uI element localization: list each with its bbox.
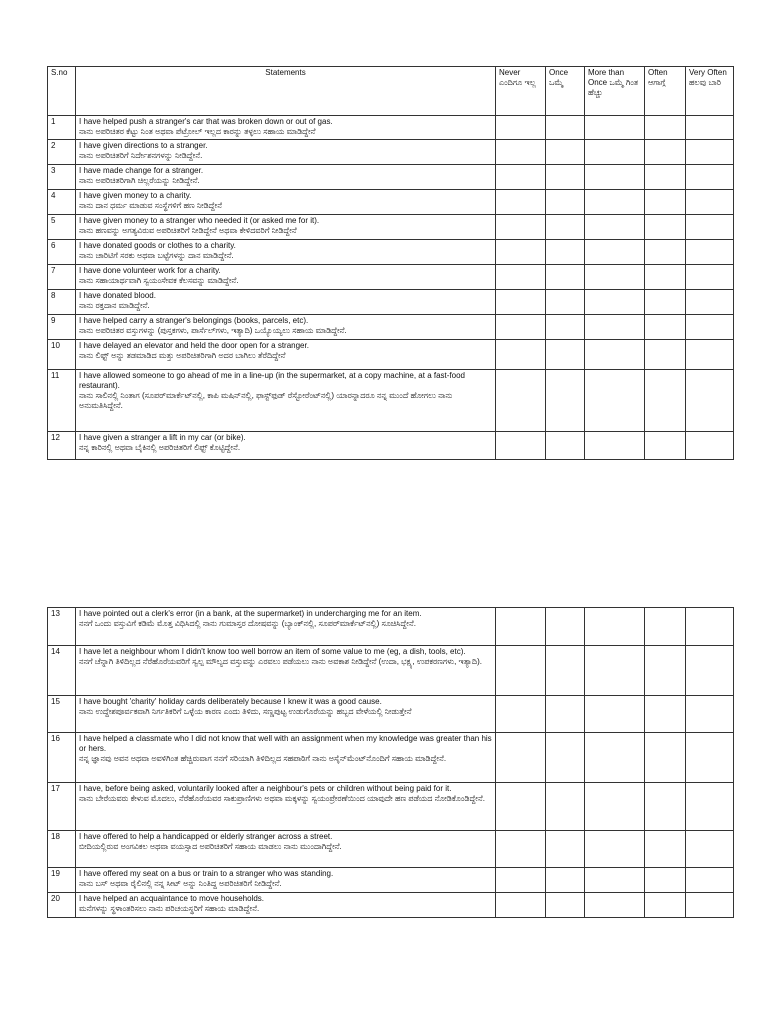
statement-english: I have donated goods or clothes to a charity. [79, 241, 236, 250]
statement-cell [76, 370, 496, 432]
response-cell-often[interactable] [645, 608, 686, 646]
header-more-than-once: More than Once ಒಮ್ಮೆ ಗಿಂತ ಹೆಚ್ಚು [585, 67, 645, 116]
statement-kannada: ನಾನು ಬಸ್ ಅಥವಾ ರೈಲಿನಲ್ಲಿ ನನ್ನ ಸೀಟ್ ಅನ್ನು ನಿಂತಿದ್ದ ಅಪರಿಚಿತರಿಗೆ ನೀಡಿದ್ದೇನೆ. [79, 879, 282, 888]
statement-cell [76, 831, 496, 868]
statement-kannada: ನನ್ನ ಕಾರಿನಲ್ಲಿ ಅಥವಾ ಬೈಕಿನಲ್ಲಿ ಅಪರಿಚಿತರಿಗೆ ಲಿಫ್ಟ್ ಕೊಟ್ಟಿದ್ದೇನೆ. [79, 443, 241, 452]
response-cell-more-than-once[interactable] [585, 165, 645, 190]
row-number: 8 [48, 290, 76, 315]
response-cell-never[interactable] [496, 733, 546, 783]
response-cell-never[interactable] [496, 893, 546, 918]
response-cell-very-often[interactable] [686, 868, 734, 893]
statement-cell [76, 893, 496, 918]
row-number: 10 [48, 340, 76, 370]
response-cell-very-often[interactable] [686, 265, 734, 290]
statement-english: I have helped carry a stranger's belongings (books, parcels, etc). [79, 316, 309, 325]
response-cell-never[interactable] [496, 783, 546, 831]
statement-english: I have given a stranger a lift in my car (or bike). [79, 433, 246, 442]
row-number: 4 [48, 190, 76, 215]
response-cell-never[interactable] [496, 190, 546, 215]
response-cell-once[interactable] [546, 240, 585, 265]
statement-english: I have given money to a charity. [79, 191, 192, 200]
survey-table-part-1 [47, 66, 734, 460]
response-cell-often[interactable] [645, 432, 686, 460]
response-cell-once[interactable] [546, 190, 585, 215]
statement-kannada: ನನ್ನ ಜ್ಞಾನವು ಅವನ ಅಥವಾ ಅವಳಿಗಿಂತ ಹೆಚ್ಚಿರುವಾಗ ನನಗೆ ಸರಿಯಾಗಿ ತಿಳಿದಿಲ್ಲದ ಸಹಪಾಠಿಗೆ ನಾನು ಅಸೈನ್‌ಮೆಂಟ್‌ನೊಂದಿಗೆ ಸಹಾಯ ಮಾಡಿದ್ದೇನೆ. [79, 754, 447, 763]
response-cell-once[interactable] [546, 215, 585, 240]
response-cell-often[interactable] [645, 868, 686, 893]
response-cell-often[interactable] [645, 240, 686, 265]
statement-cell [76, 315, 496, 340]
row-number: 2 [48, 140, 76, 165]
response-cell-never[interactable] [496, 116, 546, 140]
row-number: 5 [48, 215, 76, 240]
response-cell-never[interactable] [496, 215, 546, 240]
response-cell-more-than-once[interactable] [585, 608, 645, 646]
response-cell-very-often[interactable] [686, 783, 734, 831]
response-cell-never[interactable] [496, 696, 546, 733]
table-row [48, 140, 734, 165]
statement-cell [76, 868, 496, 893]
table-row [48, 315, 734, 340]
statement-kannada: ನಾನು ರಕ್ತದಾನ ಮಾಡಿದ್ದೇನೆ. [79, 301, 150, 310]
row-number: 11 [48, 370, 76, 432]
response-cell-never[interactable] [496, 315, 546, 340]
response-cell-very-often[interactable] [686, 190, 734, 215]
statement-english: I have done volunteer work for a charity. [79, 266, 221, 275]
table-row [48, 165, 734, 190]
statement-kannada: ನಾನು ಅಪರಿಚಿತರಿಗೆ ನಿರ್ದೇಶನಗಳನ್ನು ನೀಡಿದ್ದೇನೆ. [79, 151, 203, 160]
response-cell-very-often[interactable] [686, 215, 734, 240]
statement-kannada: ನನಗೆ ಚೆನ್ನಾಗಿ ತಿಳಿದಿಲ್ಲದ ನೆರೆಹೊರೆಯವರಿಗೆ ಸ್ವಲ್ಪ ಮೌಲ್ಯದ ವಸ್ತುವನ್ನು ಎರವಲು ಪಡೆಯಲು ನಾನು ಅವಕಾಶ ನೀಡಿದ್ದೇನೆ (ಉದಾ, ಭಕ್ಷ್ಯ, ಉಪಕರಣಗಳು, ಇತ್ಯಾದಿ). [79, 657, 482, 666]
response-cell-very-often[interactable] [686, 370, 734, 432]
response-cell-more-than-once[interactable] [585, 190, 645, 215]
statement-kannada: ನಾನು ಲಿಫ್ಟ್ ಅನ್ನು ತಡಮಾಡಿದ ಮತ್ತು ಅಪರಿಚಿತರಿಗಾಗಿ ಅದರ ಬಾಗಿಲು ತೆರೆದಿದ್ದೇನೆ [79, 351, 286, 360]
row-number: 14 [48, 646, 76, 696]
survey-table-part-2 [47, 607, 734, 918]
row-number: 16 [48, 733, 76, 783]
response-cell-more-than-once[interactable] [585, 370, 645, 432]
statement-english: I have offered my seat on a bus or train to a stranger who was standing. [79, 869, 334, 878]
response-cell-often[interactable] [645, 190, 686, 215]
table-row [48, 733, 734, 783]
table-row [48, 290, 734, 315]
response-cell-never[interactable] [496, 868, 546, 893]
response-cell-very-often[interactable] [686, 340, 734, 370]
response-cell-more-than-once[interactable] [585, 646, 645, 696]
statement-english: I have offered to help a handicapped or elderly stranger across a street. [79, 832, 333, 841]
response-cell-very-often[interactable] [686, 831, 734, 868]
response-cell-once[interactable] [546, 733, 585, 783]
statement-cell [76, 240, 496, 265]
response-cell-more-than-once[interactable] [585, 240, 645, 265]
table-row [48, 116, 734, 140]
response-cell-once[interactable] [546, 370, 585, 432]
statement-cell [76, 140, 496, 165]
table-row [48, 831, 734, 868]
statement-cell [76, 646, 496, 696]
statement-kannada: ನಾನು ಹಣವನ್ನು ಅಗತ್ಯವಿರುವ ಅಪರಿಚಿತರಿಗೆ ನೀಡಿದ್ದೇನೆ ಅಥವಾ ಕೇಳಿದವರಿಗೆ ನೀಡಿದ್ದೇನೆ [79, 226, 297, 235]
response-cell-very-often[interactable] [686, 165, 734, 190]
response-cell-more-than-once[interactable] [585, 290, 645, 315]
response-cell-very-often[interactable] [686, 696, 734, 733]
statement-cell [76, 783, 496, 831]
response-cell-very-often[interactable] [686, 608, 734, 646]
table-body-2 [48, 608, 734, 918]
statement-english: I have, before being asked, voluntarily looked after a neighbour's pets or children without being paid for it. [79, 784, 452, 793]
response-cell-never[interactable] [496, 240, 546, 265]
statement-cell [76, 340, 496, 370]
table-row [48, 190, 734, 215]
response-cell-often[interactable] [645, 831, 686, 868]
response-cell-never[interactable] [496, 370, 546, 432]
response-cell-more-than-once[interactable] [585, 868, 645, 893]
response-cell-often[interactable] [645, 783, 686, 831]
header-once: Once ಒಮ್ಮೆ [546, 67, 585, 116]
response-cell-more-than-once[interactable] [585, 315, 645, 340]
response-cell-never[interactable] [496, 432, 546, 460]
response-cell-once[interactable] [546, 116, 585, 140]
row-number: 3 [48, 165, 76, 190]
statement-kannada: ನಾನು ಉದ್ದೇಶಪೂರ್ವಕವಾಗಿ ನಿರ್ಗತಿಕರಿಗೆ ಒಳ್ಳೆಯ ಕಾರಣ ಎಂದು ತಿಳಿದು, ಸಣ್ಣಪುಟ್ಟ ಉಡುಗೊರೆಯನ್ನು ಹಬ್ಬದ ವೇಳೆಯಲ್ಲಿ ನೀಡುತ್ತೇನೆ [79, 707, 412, 716]
header-sno: S.no [48, 67, 76, 116]
statement-english: I have allowed someone to go ahead of me in a line-up (in the supermarket, at a copy machine, at a fast-food restaurant). [79, 371, 466, 390]
response-cell-often[interactable] [645, 215, 686, 240]
response-cell-once[interactable] [546, 868, 585, 893]
response-cell-once[interactable] [546, 165, 585, 190]
response-cell-often[interactable] [645, 733, 686, 783]
response-cell-often[interactable] [645, 116, 686, 140]
row-number: 15 [48, 696, 76, 733]
statement-cell [76, 116, 496, 140]
statement-cell [76, 608, 496, 646]
statement-english: I have made change for a stranger. [79, 166, 204, 175]
statement-kannada: ನಾನು ದಾನ ಧರ್ಮ ಮಾಡುವ ಸಂಸ್ಥೆಗಳಿಗೆ ಹಣ ನೀಡಿದ್ದೇನೆ [79, 201, 222, 210]
response-cell-very-often[interactable] [686, 290, 734, 315]
response-cell-more-than-once[interactable] [585, 340, 645, 370]
row-number: 17 [48, 783, 76, 831]
header-row [48, 67, 734, 116]
response-cell-often[interactable] [645, 696, 686, 733]
table-row [48, 696, 734, 733]
response-cell-once[interactable] [546, 646, 585, 696]
response-cell-never[interactable] [496, 608, 546, 646]
table-row [48, 340, 734, 370]
response-cell-more-than-once[interactable] [585, 116, 645, 140]
row-number: 1 [48, 116, 76, 140]
statement-cell [76, 215, 496, 240]
row-number: 6 [48, 240, 76, 265]
response-cell-very-often[interactable] [686, 116, 734, 140]
statement-kannada: ನಾನು ಸಹಾಯಾರ್ಥವಾಗಿ ಸ್ವಯಂಸೇವಕ ಕೆಲಸವನ್ನು ಮಾಡಿದ್ದೇನೆ. [79, 276, 239, 285]
statement-kannada: ನಾನು ಅಪರಿಚಿತರಿಗಾಗಿ ಚಿಲ್ಲರೆಯನ್ನು ನೀಡಿದ್ದೇನೆ. [79, 176, 200, 185]
response-cell-never[interactable] [496, 140, 546, 165]
table-row [48, 783, 734, 831]
row-number: 12 [48, 432, 76, 460]
header-very-often: Very Often ಹಲವು ಬಾರಿ [686, 67, 734, 116]
response-cell-once[interactable] [546, 696, 585, 733]
response-cell-never[interactable] [496, 290, 546, 315]
response-cell-once[interactable] [546, 432, 585, 460]
statement-english: I have helped a classmate who I did not know that well with an assignment when my knowledge was greater than his or hers. [79, 734, 492, 753]
table-row [48, 432, 734, 460]
response-cell-once[interactable] [546, 140, 585, 165]
response-cell-very-often[interactable] [686, 646, 734, 696]
header-never: Never ಎಂದಿಗೂ ಇಲ್ಲ [496, 67, 546, 116]
table-row [48, 608, 734, 646]
statement-english: I have donated blood. [79, 291, 156, 300]
response-cell-never[interactable] [496, 646, 546, 696]
response-cell-once[interactable] [546, 893, 585, 918]
header-often: Often ಆಗಾಗ್ಗೆ [645, 67, 686, 116]
response-cell-once[interactable] [546, 265, 585, 290]
statement-kannada: ನನಗೆ ಒಂದು ವಸ್ತುವಿಗೆ ಕಡಿಮೆ ಮೊತ್ತ ವಿಧಿಸಿದಲ್ಲಿ ನಾನು ಗುಮಾಸ್ತರ ದೋಷವನ್ನು (ಬ್ಯಾಂಕ್‌ನಲ್ಲಿ, ಸೂಪರ್‌ಮಾರ್ಕೆಟ್‌ನಲ್ಲಿ) ಸೂಚಿಸಿದ್ದೇನೆ. [79, 619, 416, 628]
table-row [48, 868, 734, 893]
statement-english: I have bought 'charity' holiday cards deliberately because I knew it was a good cause. [79, 697, 382, 706]
statement-english: I have given directions to a stranger. [79, 141, 208, 150]
response-cell-more-than-once[interactable] [585, 733, 645, 783]
response-cell-once[interactable] [546, 783, 585, 831]
response-cell-often[interactable] [645, 290, 686, 315]
response-cell-often[interactable] [645, 893, 686, 918]
response-cell-very-often[interactable] [686, 432, 734, 460]
response-cell-very-often[interactable] [686, 315, 734, 340]
response-cell-never[interactable] [496, 831, 546, 868]
response-cell-often[interactable] [645, 340, 686, 370]
statement-english: I have pointed out a clerk's error (in a bank, at the supermarket) in undercharging me for an item. [79, 609, 422, 618]
response-cell-often[interactable] [645, 265, 686, 290]
row-number: 20 [48, 893, 76, 918]
statement-cell [76, 733, 496, 783]
statement-english: I have helped an acquaintance to move households. [79, 894, 265, 903]
response-cell-once[interactable] [546, 831, 585, 868]
statement-cell [76, 696, 496, 733]
table-body-1 [48, 116, 734, 460]
response-cell-often[interactable] [645, 140, 686, 165]
table-row [48, 265, 734, 290]
statement-kannada: ಬೀದಿಯಲ್ಲಿರುವ ಅಂಗವಿಕಲ ಅಥವಾ ವಯಸ್ಸಾದ ಅಪರಿಚಿತರಿಗೆ ಸಹಾಯ ಮಾಡಲು ನಾನು ಮುಂದಾಗಿದ್ದೇನೆ. [79, 842, 342, 851]
row-number: 13 [48, 608, 76, 646]
response-cell-often[interactable] [645, 370, 686, 432]
response-cell-more-than-once[interactable] [585, 140, 645, 165]
statement-cell [76, 265, 496, 290]
statement-kannada: ನಾನು ಚಾರಿಟಿಗೆ ಸರಕು ಅಥವಾ ಬಟ್ಟೆಗಳನ್ನು ದಾನ ಮಾಡಿದ್ದೇನೆ. [79, 251, 234, 260]
response-cell-very-often[interactable] [686, 733, 734, 783]
table-row [48, 240, 734, 265]
statement-cell [76, 190, 496, 215]
response-cell-often[interactable] [645, 646, 686, 696]
statement-kannada: ನಾನು ಅಪರಿಚಿತರ ವಸ್ತುಗಳನ್ನು (ಪುಸ್ತಕಗಳು, ಪಾರ್ಸೆಲ್‌ಗಳು, ಇತ್ಯಾದಿ) ಒಯ್ಯೊಯ್ಯಲು ಸಹಾಯ ಮಾಡಿದ್ದೇನೆ. [79, 326, 347, 335]
response-cell-very-often[interactable] [686, 893, 734, 918]
response-cell-more-than-once[interactable] [585, 783, 645, 831]
statement-kannada: ನಾನು ಅಪರಿಚಿತರ ಕೆಟ್ಟು ನಿಂತ ಅಥವಾ ಪೆಟ್ರೋಲ್ ಇಲ್ಲದ ಕಾರನ್ನು ತಳ್ಳಲು ಸಹಾಯ ಮಾಡಿದ್ದೇನೆ [79, 127, 316, 136]
statement-english: I have given money to a stranger who needed it (or asked me for it). [79, 216, 320, 225]
response-cell-often[interactable] [645, 165, 686, 190]
response-cell-often[interactable] [645, 315, 686, 340]
row-number: 18 [48, 831, 76, 868]
statement-kannada: ಮನೆಗಳನ್ನು ಸ್ಥಳಾಂತರಿಸಲು ನಾನು ಪರಿಚಯಸ್ಥರಿಗೆ ಸಹಾಯ ಮಾಡಿದ್ದೇನೆ. [79, 904, 260, 913]
response-cell-very-often[interactable] [686, 240, 734, 265]
statement-cell [76, 290, 496, 315]
response-cell-once[interactable] [546, 340, 585, 370]
table-row [48, 893, 734, 918]
response-cell-never[interactable] [496, 340, 546, 370]
statement-cell [76, 432, 496, 460]
row-number: 19 [48, 868, 76, 893]
statement-english: I have helped push a stranger's car that was broken down or out of gas. [79, 117, 333, 126]
response-cell-once[interactable] [546, 608, 585, 646]
response-cell-very-often[interactable] [686, 140, 734, 165]
response-cell-more-than-once[interactable] [585, 265, 645, 290]
response-cell-more-than-once[interactable] [585, 831, 645, 868]
response-cell-more-than-once[interactable] [585, 893, 645, 918]
response-cell-never[interactable] [496, 165, 546, 190]
response-cell-more-than-once[interactable] [585, 215, 645, 240]
response-cell-once[interactable] [546, 315, 585, 340]
table-row [48, 215, 734, 240]
statement-english: I have let a neighbour whom I didn't know too well borrow an item of some value to me (eg, a dish, tools, etc). [79, 647, 466, 656]
row-number: 9 [48, 315, 76, 340]
statement-cell [76, 165, 496, 190]
statement-english: I have delayed an elevator and held the door open for a stranger. [79, 341, 309, 350]
response-cell-more-than-once[interactable] [585, 696, 645, 733]
response-cell-once[interactable] [546, 290, 585, 315]
table-row [48, 370, 734, 432]
response-cell-never[interactable] [496, 265, 546, 290]
response-cell-more-than-once[interactable] [585, 432, 645, 460]
statement-kannada: ನಾನು ಸಾಲಿನಲ್ಲಿ ನಿಂತಾಗ (ಸೂಪರ್‌ಮಾರ್ಕೆಟ್‌ನಲ್ಲಿ, ಕಾಪಿ ಮಷಿನ್‌ನಲ್ಲಿ, ಫಾಸ್ಟ್‌ಫುಡ್ ರೆಸ್ಟೋರೆಂಟ್‌ನಲ್ಲಿ) ಯಾರನ್ನಾದರೂ ನನ್ನ ಮುಂದೆ ಹೋಗಲು ನಾನು ಅನುಮತಿಸಿದ್ದೇನೆ. [79, 391, 453, 410]
row-number: 7 [48, 265, 76, 290]
header-statements: Statements [76, 67, 496, 116]
table-row [48, 646, 734, 696]
statement-kannada: ನಾನು ಬೇರೆಯವರು ಕೇಳುವ ಮೊದಲು, ನೆರೆಹೊರೆಯವರ ಸಾಕುಪ್ರಾಣಿಗಳು ಅಥವಾ ಮಕ್ಕಳನ್ನು ಸ್ವಯಂಪ್ರೇರಣೆಯಿಂದ ಯಾವುದೇ ಹಣ ಪಡೆಯದ ನೋಡಿಕೊಂಡಿದ್ದೇನೆ. [79, 794, 485, 803]
